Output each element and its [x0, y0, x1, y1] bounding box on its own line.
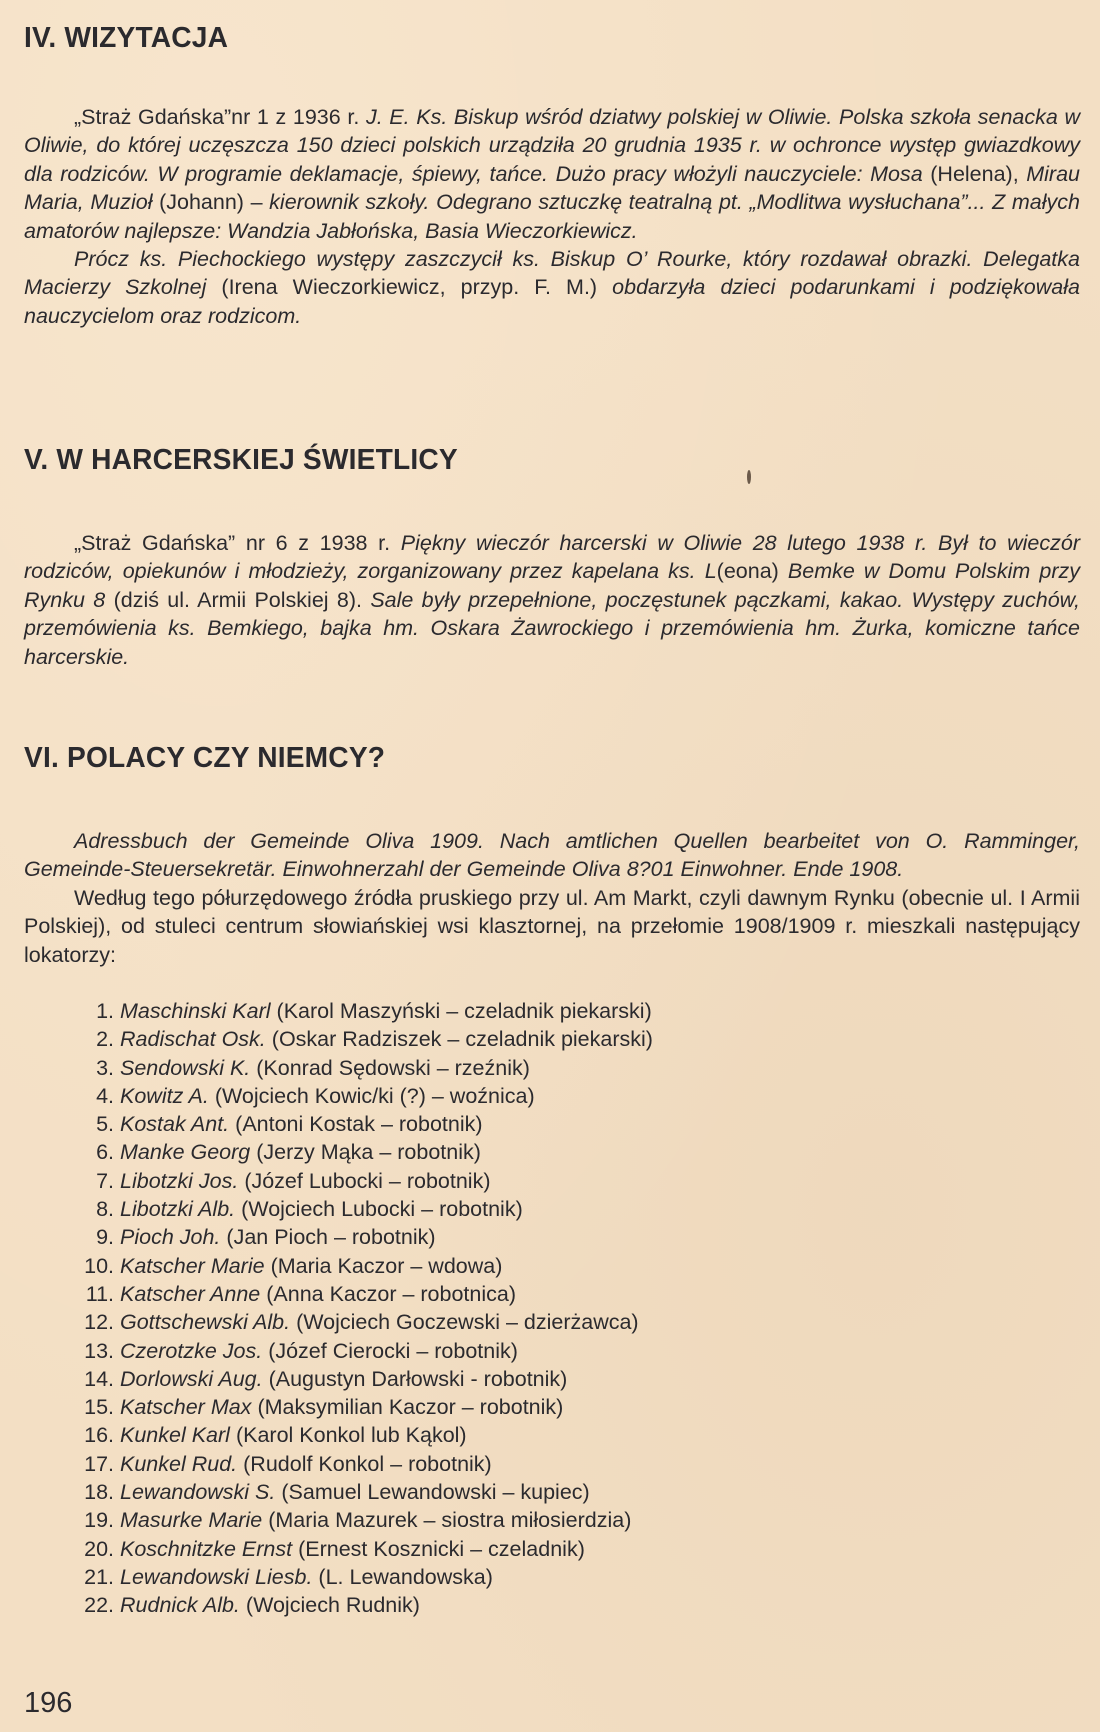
item-number: 7. — [96, 1168, 114, 1193]
resident-list-item — [24, 1450, 653, 1478]
german-name: Kunkel Rud. — [120, 1451, 238, 1476]
polish-name-occupation: (Maria Mazurek – siostra miłosierdzia) — [268, 1508, 632, 1533]
resident-list-item — [24, 1138, 653, 1166]
resident-list-item — [24, 1195, 653, 1223]
item-number: 13. — [84, 1338, 114, 1363]
polish-name-occupation: (Maksymilian Kaczor – robotnik) — [257, 1395, 564, 1420]
polish-name-occupation: (Samuel Lewandowski – kupiec) — [281, 1480, 590, 1505]
german-name: Katscher Anne — [120, 1281, 261, 1306]
polish-name-occupation: (Ernest Kosznicki – czeladnik) — [298, 1536, 585, 1561]
paper-speck — [747, 470, 751, 484]
item-number: 9. — [96, 1225, 114, 1250]
text: (Irena Wieczorkiewicz, przyp. F. M.) — [221, 275, 613, 300]
paragraph — [24, 103, 1080, 245]
paragraph — [24, 884, 1080, 969]
section-heading-harcerska-swietlica: V. W HARCERSKIEJ ŚWIETLICY — [24, 444, 458, 476]
item-number: 6. — [96, 1140, 114, 1165]
resident-list-item — [24, 997, 653, 1025]
german-name: Manke Georg — [120, 1140, 251, 1165]
item-number: 2. — [96, 1027, 114, 1052]
polish-name-occupation: (Wojciech Rudnik) — [245, 1593, 420, 1618]
item-number: 3. — [96, 1055, 114, 1080]
italic-text: kierownik szkoły. Odegrano sztuczkę teatralną pt. „Modlitwa wysłuchana”... Z małych amatorów najlepsze: Wandzia Jabłońska, Basia Wieczorkiewicz. — [24, 190, 1080, 243]
german-name: Kunkel Karl — [120, 1423, 230, 1448]
resident-list-item — [24, 1563, 653, 1591]
polish-name-occupation: (Wojciech Lubocki – robotnik) — [241, 1197, 523, 1222]
resident-list-item — [24, 1223, 653, 1251]
german-name: Katscher Max — [120, 1395, 252, 1420]
text: Według tego półurzędowego źródła pruskiego przy ul. Am Markt, czyli dawnym Rynku (obecnie ul. I Armii Polskiej), od stuleci centrum słowiańskiej wsi klasztornej, na przełomie 1908/1909 r. mieszkali następujący lokatorzy: — [24, 885, 1080, 967]
italic-text: Sale były przepełnione, poczęstunek pączkami, kakao. Występy zuchów, przemówienia ks. Bemkiego, bajka hm. Oskara Żawrockiego i przemówienia hm. Żurka, komiczne tańce harcerskie. — [24, 587, 1080, 669]
polish-name-occupation: (Karol Maszyński – czeladnik piekarski) — [276, 999, 652, 1023]
item-number: 11. — [85, 1281, 114, 1306]
german-name: Masurke Marie — [120, 1508, 263, 1533]
resident-list-item — [24, 1535, 653, 1563]
german-name: Kowitz A. — [120, 1083, 209, 1108]
polish-name-occupation: (Jerzy Mąka – robotnik) — [256, 1140, 481, 1165]
resident-list-item — [24, 1054, 653, 1082]
paragraph — [24, 245, 1080, 330]
italic-text: J. E. Ks. Biskup wśród dziatwy polskiej w Oliwie. Polska szkoła senacka w Oliwie, do której uczęszcza 150 dzieci polskich urządziła 20 grudnia 1935 r. w ochronce występ gwiazdkowy dla rodziców. W programie deklamacje, śpiewy, tańce. Dużo pracy włożyli nauczyciele: Mosa — [24, 105, 1080, 186]
polish-name-occupation: (Anna Kaczor – robotnica) — [266, 1281, 517, 1306]
resident-list-item — [24, 1506, 653, 1534]
german-name: Radischat Osk. — [120, 1027, 266, 1052]
item-number: 4. — [96, 1083, 114, 1108]
resident-list-item — [24, 1478, 653, 1506]
polish-name-occupation: (Wojciech Kowic/ki (?) – woźnica) — [214, 1083, 535, 1108]
page-number: 196 — [24, 1687, 73, 1719]
text: (eona) — [716, 559, 788, 584]
resident-list-item — [24, 1082, 653, 1110]
item-number: 20. — [84, 1536, 114, 1561]
section-body-wizytacja — [24, 103, 1080, 330]
item-number: 14. — [84, 1366, 114, 1391]
resident-list-item — [24, 1110, 653, 1138]
german-name: Lewandowski Liesb. — [120, 1564, 313, 1589]
german-name: Sendowski K. — [120, 1055, 251, 1080]
resident-list-item — [24, 1308, 653, 1336]
resident-list-item — [24, 1252, 653, 1280]
item-number: 10. — [84, 1253, 114, 1278]
italic-text: obdarzyła dzieci podarunkami i podziękowała nauczycielom oraz rodzicom. — [24, 275, 1080, 328]
polish-name-occupation: (Jan Pioch – robotnik) — [226, 1225, 436, 1250]
resident-list-item — [24, 1167, 653, 1195]
polish-name-occupation: (L. Lewandowska) — [318, 1564, 493, 1589]
polish-name-occupation: (Konrad Sędowski – rzeźnik) — [256, 1055, 530, 1080]
italic-text: Mirau Maria, Muzioł — [24, 161, 1080, 215]
polish-name-occupation: (Augustyn Darłowski - robotnik) — [268, 1366, 568, 1391]
text: „Straż Gdańska” nr 6 z 1938 r. — [74, 531, 401, 555]
italic-text: Piękny wieczór harcerski w Oliwie 28 lutego 1938 r. Był to wieczór rodziców, opiekunów i młodzieży, zorganizowany przez kapelana ks. L — [24, 531, 1080, 584]
section-body-polacy-czy-niemcy — [24, 827, 1080, 969]
german-name: Maschinski Karl — [120, 999, 271, 1023]
section-heading-wizytacja: IV. WIZYTACJA — [24, 22, 229, 54]
italic-text: Prócz ks. Piechockiego występy zaszczycił ks. Biskup O’ Rourke, który rozdawał obrazki. Delegatka Macierzy Szkolnej — [24, 247, 1080, 300]
resident-list-item — [24, 1421, 653, 1449]
section-heading-polacy-czy-niemcy: VI. POLACY CZY NIEMCY? — [24, 742, 386, 774]
text: „Straż Gdańska”nr 1 z 1936 r. — [74, 105, 366, 129]
section-body-harcerska-swietlica — [24, 529, 1080, 671]
text: (Helena), — [930, 161, 1027, 186]
item-number: 1. — [96, 999, 114, 1023]
paragraph — [24, 827, 1080, 884]
resident-list-item — [24, 1393, 653, 1421]
italic-text: Adressbuch der Gemeinde Oliva 1909. Nach amtlichen Quellen bearbeitet von O. Ramminger, Gemeinde-Steuersekretär. Einwohnerzahl der Gemeinde Oliva 8?01 Einwohner. Ende 1908. — [24, 829, 1080, 882]
resident-list-item — [24, 1337, 653, 1365]
item-number: 19. — [84, 1508, 114, 1533]
german-name: Lewandowski S. — [120, 1480, 276, 1505]
polish-name-occupation: (Maria Kaczor – wdowa) — [270, 1253, 503, 1278]
polish-name-occupation: (Józef Cierocki – robotnik) — [268, 1338, 518, 1363]
german-name: Rudnick Alb. — [120, 1593, 240, 1618]
item-number: 12. — [84, 1310, 114, 1335]
german-name: Kostak Ant. — [120, 1112, 230, 1137]
german-name: Gottschewski Alb. — [120, 1310, 291, 1335]
paragraph — [24, 529, 1080, 671]
resident-list-item — [24, 1365, 653, 1393]
item-number: 15. — [84, 1395, 114, 1420]
german-name: Pioch Joh. — [120, 1225, 221, 1250]
item-number: 17. — [84, 1451, 114, 1476]
item-number: 18. — [84, 1480, 114, 1505]
item-number: 5. — [96, 1112, 114, 1137]
german-name: Dorlowski Aug. — [120, 1366, 263, 1391]
german-name: Czerotzke Jos. — [120, 1338, 263, 1363]
polish-name-occupation: (Karol Konkol lub Kąkol) — [235, 1423, 467, 1448]
polish-name-occupation: (Rudolf Konkol – robotnik) — [243, 1451, 492, 1476]
german-name: Katscher Marie — [120, 1253, 265, 1278]
polish-name-occupation: (Oskar Radziszek – czeladnik piekarski) — [271, 1027, 653, 1052]
polish-name-occupation: (Józef Lubocki – robotnik) — [244, 1168, 491, 1193]
polish-name-occupation: (Antoni Kostak – robotnik) — [235, 1112, 483, 1137]
residents-list — [24, 997, 653, 1620]
german-name: Libotzki Jos. — [120, 1168, 239, 1193]
item-number: 21. — [84, 1564, 114, 1589]
item-number: 22. — [84, 1593, 114, 1618]
item-number: 8. — [96, 1197, 114, 1222]
polish-name-occupation: (Wojciech Goczewski – dzierżawca) — [296, 1310, 639, 1335]
resident-list-item — [24, 1280, 653, 1308]
german-name: Libotzki Alb. — [120, 1197, 236, 1222]
italic-text: Bemke w Domu Polskim przy Rynku 8 — [24, 559, 1080, 612]
resident-list-item — [24, 1025, 653, 1053]
text: (dziś ul. Armii Polskiej 8). — [113, 587, 371, 612]
resident-list-item — [24, 1591, 653, 1619]
item-number: 16. — [84, 1423, 114, 1448]
german-name: Koschnitzke Ernst — [120, 1536, 293, 1561]
text: (Johann) – — [159, 190, 270, 215]
